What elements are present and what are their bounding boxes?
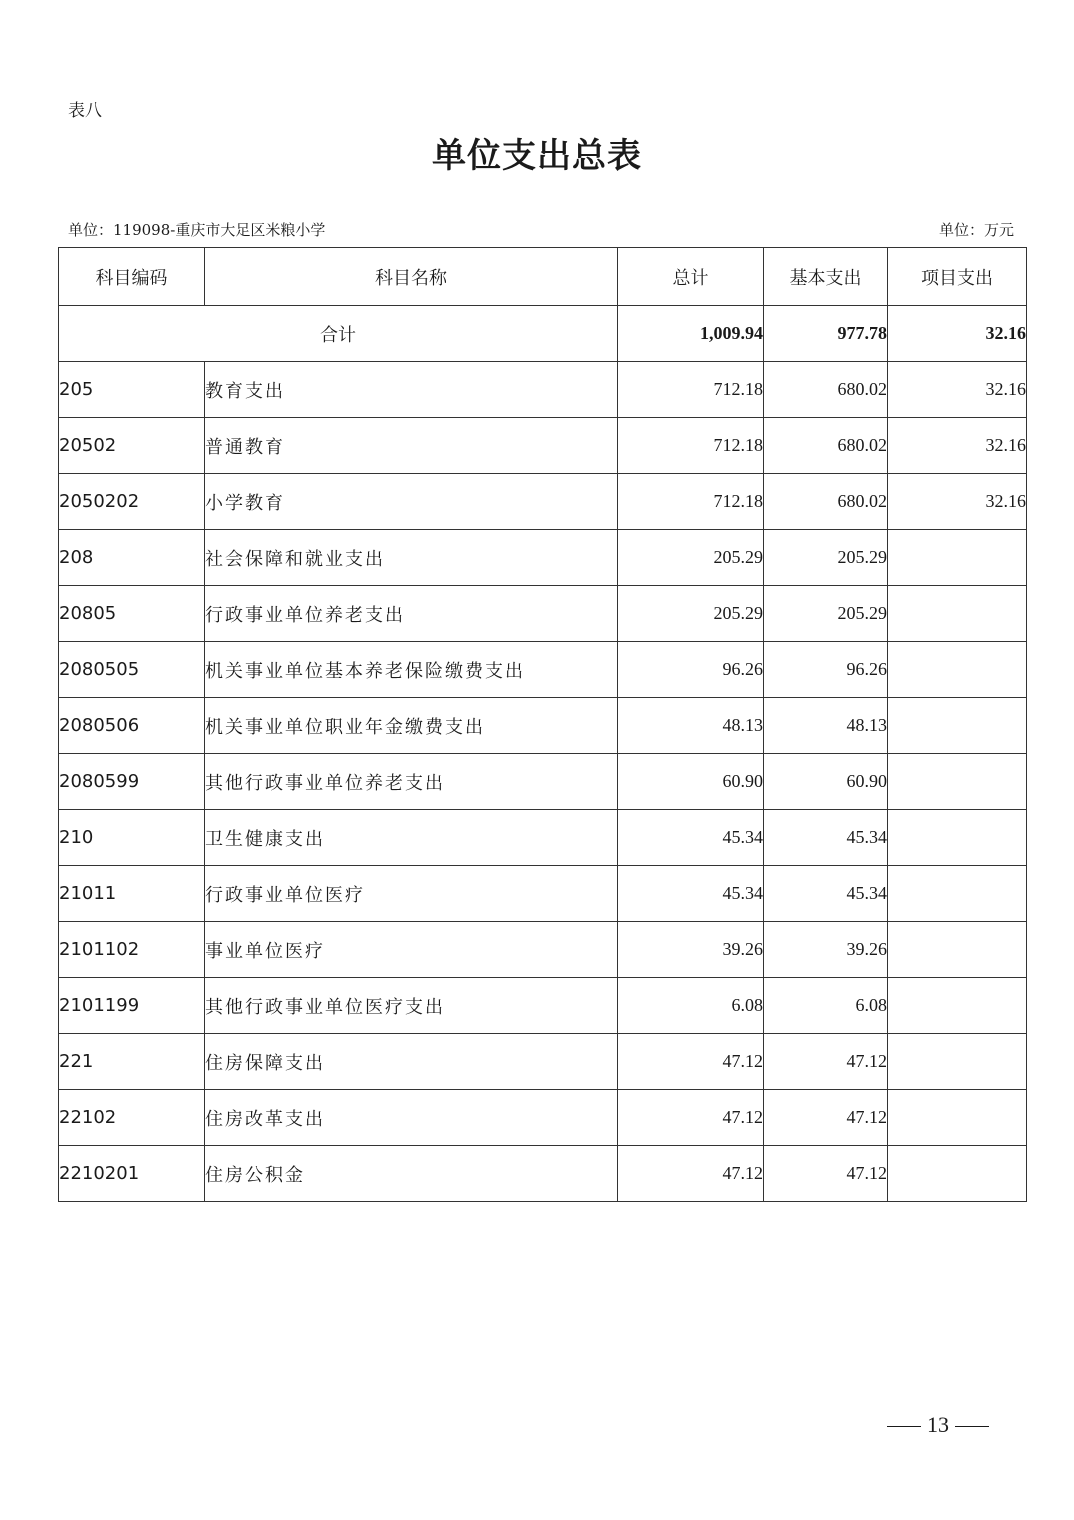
page-number <box>0 1412 1074 1438</box>
row-basic: 680.02 <box>764 474 888 530</box>
table-row <box>59 586 1027 642</box>
row-name: 事业单位医疗 <box>205 922 618 978</box>
page-number-value: 13 <box>927 1412 949 1437</box>
row-total: 47.12 <box>618 1034 764 1090</box>
row-code: 2050202 <box>59 474 205 530</box>
table-label: 表八 <box>68 101 102 121</box>
row-total: 205.29 <box>618 586 764 642</box>
row-total: 47.12 <box>618 1146 764 1202</box>
table-row <box>59 1090 1027 1146</box>
expenditure-table <box>58 247 1027 1202</box>
row-code: 221 <box>59 1034 205 1090</box>
row-total: 45.34 <box>618 866 764 922</box>
row-total: 712.18 <box>618 474 764 530</box>
row-total: 6.08 <box>618 978 764 1034</box>
dash-right <box>955 1426 989 1427</box>
table-row <box>59 530 1027 586</box>
column-header-name: 科目名称 <box>205 248 618 306</box>
unit-name: 单位：119098-重庆市大足区米粮小学 <box>68 221 326 239</box>
table-row <box>59 978 1027 1034</box>
row-code: 2210201 <box>59 1146 205 1202</box>
row-basic: 47.12 <box>764 1090 888 1146</box>
row-total: 60.90 <box>618 754 764 810</box>
row-project: 32.16 <box>888 362 1027 418</box>
table-row <box>59 642 1027 698</box>
row-code: 21011 <box>59 866 205 922</box>
row-total: 45.34 <box>618 810 764 866</box>
row-name: 教育支出 <box>205 362 618 418</box>
row-project <box>888 866 1027 922</box>
row-total: 48.13 <box>618 698 764 754</box>
row-basic: 45.34 <box>764 866 888 922</box>
row-basic: 47.12 <box>764 1034 888 1090</box>
row-project <box>888 810 1027 866</box>
row-code: 208 <box>59 530 205 586</box>
row-name: 住房改革支出 <box>205 1090 618 1146</box>
row-project: 32.16 <box>888 418 1027 474</box>
row-project: 32.16 <box>888 474 1027 530</box>
table-row <box>59 754 1027 810</box>
row-name: 机关事业单位基本养老保险缴费支出 <box>205 642 618 698</box>
row-code: 2080505 <box>59 642 205 698</box>
row-project <box>888 754 1027 810</box>
row-project <box>888 978 1027 1034</box>
total-row <box>59 306 1027 362</box>
row-basic: 6.08 <box>764 978 888 1034</box>
page-title: 单位支出总表 <box>432 136 642 176</box>
column-header-project: 项目支出 <box>888 248 1027 306</box>
total-total: 1,009.94 <box>618 306 764 362</box>
total-basic: 977.78 <box>764 306 888 362</box>
row-project <box>888 922 1027 978</box>
total-label: 合计 <box>59 306 618 362</box>
row-name: 卫生健康支出 <box>205 810 618 866</box>
currency-unit: 单位：万元 <box>938 221 1014 239</box>
row-name: 住房保障支出 <box>205 1034 618 1090</box>
table-header-row <box>59 248 1027 306</box>
row-name: 其他行政事业单位医疗支出 <box>205 978 618 1034</box>
row-total: 712.18 <box>618 362 764 418</box>
table-row <box>59 474 1027 530</box>
row-code: 2080506 <box>59 698 205 754</box>
row-project <box>888 642 1027 698</box>
row-code: 22102 <box>59 1090 205 1146</box>
table-row <box>59 922 1027 978</box>
row-total: 39.26 <box>618 922 764 978</box>
row-basic: 48.13 <box>764 698 888 754</box>
row-code: 205 <box>59 362 205 418</box>
row-code: 20502 <box>59 418 205 474</box>
table-row <box>59 1146 1027 1202</box>
row-project <box>888 1090 1027 1146</box>
row-project <box>888 586 1027 642</box>
row-name: 其他行政事业单位养老支出 <box>205 754 618 810</box>
dash-left <box>887 1426 921 1427</box>
row-project <box>888 698 1027 754</box>
row-total: 205.29 <box>618 530 764 586</box>
table-row <box>59 418 1027 474</box>
column-header-total: 总计 <box>618 248 764 306</box>
row-code: 2101102 <box>59 922 205 978</box>
row-basic: 45.34 <box>764 810 888 866</box>
row-basic: 60.90 <box>764 754 888 810</box>
column-header-code: 科目编码 <box>59 248 205 306</box>
row-total: 712.18 <box>618 418 764 474</box>
row-basic: 680.02 <box>764 362 888 418</box>
row-name: 社会保障和就业支出 <box>205 530 618 586</box>
column-header-basic: 基本支出 <box>764 248 888 306</box>
row-basic: 39.26 <box>764 922 888 978</box>
row-basic: 205.29 <box>764 586 888 642</box>
row-basic: 47.12 <box>764 1146 888 1202</box>
row-name: 行政事业单位养老支出 <box>205 586 618 642</box>
row-project <box>888 1146 1027 1202</box>
row-total: 47.12 <box>618 1090 764 1146</box>
total-project: 32.16 <box>888 306 1027 362</box>
table-row <box>59 1034 1027 1090</box>
row-code: 210 <box>59 810 205 866</box>
row-basic: 680.02 <box>764 418 888 474</box>
row-project <box>888 530 1027 586</box>
row-basic: 96.26 <box>764 642 888 698</box>
row-code: 2080599 <box>59 754 205 810</box>
table-row <box>59 866 1027 922</box>
row-project <box>888 1034 1027 1090</box>
row-total: 96.26 <box>618 642 764 698</box>
row-code: 20805 <box>59 586 205 642</box>
table-row <box>59 698 1027 754</box>
row-name: 普通教育 <box>205 418 618 474</box>
row-name: 行政事业单位医疗 <box>205 866 618 922</box>
table-row <box>59 362 1027 418</box>
row-code: 2101199 <box>59 978 205 1034</box>
row-name: 机关事业单位职业年金缴费支出 <box>205 698 618 754</box>
table-row <box>59 810 1027 866</box>
row-name: 住房公积金 <box>205 1146 618 1202</box>
row-name: 小学教育 <box>205 474 618 530</box>
row-basic: 205.29 <box>764 530 888 586</box>
